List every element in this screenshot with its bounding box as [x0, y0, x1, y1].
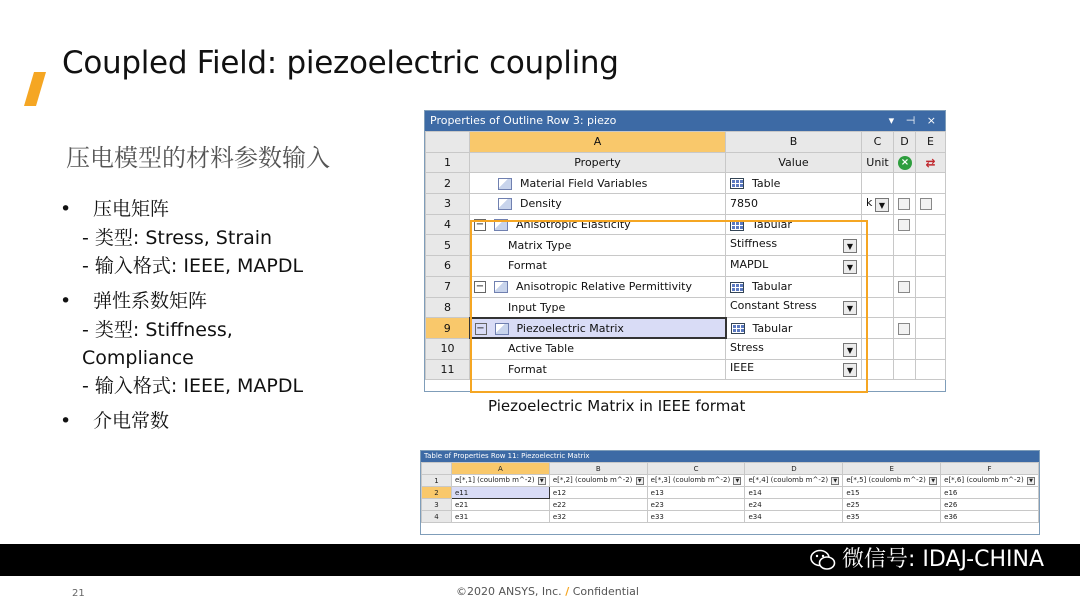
table-icon [731, 323, 745, 334]
table-row[interactable] [426, 214, 946, 235]
property-name: Active Table [470, 338, 726, 359]
col-letter[interactable]: C [647, 463, 745, 475]
watermark-text: 微信号: IDAJ-CHINA [841, 547, 1044, 572]
bullet-item: • 弹性系数矩阵 [60, 286, 360, 316]
row-number: 6 [426, 256, 470, 277]
col-letter-b[interactable]: B [726, 132, 862, 153]
chevron-down-icon[interactable]: ▼ [843, 343, 857, 357]
panel-title: Properties of Outline Row 3: piezo [430, 114, 617, 127]
table-row[interactable] [426, 173, 946, 194]
piezo-matrix-panel [420, 450, 1040, 535]
property-name: Anisotropic Elasticity [516, 218, 631, 232]
table-row[interactable] [422, 499, 1039, 511]
row-number: 10 [426, 338, 470, 359]
confidential-text: Confidential [572, 585, 639, 598]
col-letter[interactable]: B [549, 463, 647, 475]
row-number: 1 [426, 152, 470, 173]
matrix-cell[interactable]: e15 [843, 487, 941, 499]
table-row-selected[interactable] [426, 318, 946, 339]
chevron-down-icon[interactable]: ▼ [733, 477, 741, 485]
property-name: Matrix Type [470, 235, 726, 256]
chevron-down-icon[interactable]: ▼ [831, 477, 839, 485]
table-row[interactable] [426, 359, 946, 380]
chevron-down-icon[interactable]: ▼ [1027, 477, 1035, 485]
table-icon [730, 220, 744, 231]
page-number: 21 [72, 588, 85, 599]
col-letter[interactable]: A [452, 463, 550, 475]
checkbox[interactable] [898, 198, 910, 210]
piezo-matrix-table [421, 462, 1039, 523]
property-value: Tabular [752, 321, 793, 335]
table-row[interactable] [426, 276, 946, 297]
material-property-icon [495, 323, 509, 335]
col-letter-a[interactable]: A [470, 132, 726, 153]
row-number: 4 [422, 511, 452, 523]
bullet-item: • 压电矩阵 [60, 194, 360, 224]
checkbox[interactable] [898, 219, 910, 231]
slash-separator: / [565, 585, 570, 598]
accent-slash [24, 72, 46, 106]
row-number: 1 [422, 475, 452, 487]
matrix-cell[interactable]: e12 [549, 487, 647, 499]
matrix-cell[interactable]: e36 [941, 511, 1039, 523]
caption: Piezoelectric Matrix in IEEE format [488, 397, 746, 415]
row-number: 2 [426, 173, 470, 194]
col-letter-e[interactable]: E [916, 132, 946, 153]
matrix-cell[interactable]: e13 [647, 487, 745, 499]
properties-table [425, 131, 946, 380]
copyright [456, 585, 639, 598]
sub-bullet: - 输入格式: IEEE, MAPDL [82, 255, 304, 277]
sub-bullet-continuation: Compliance [82, 347, 194, 369]
property-name: Anisotropic Relative Permittivity [516, 280, 692, 294]
chevron-down-icon[interactable]: ▼ [929, 477, 937, 485]
table-row[interactable] [426, 338, 946, 359]
matrix-cell[interactable]: e34 [745, 511, 843, 523]
matrix-cell[interactable]: e16 [941, 487, 1039, 499]
column-letter-row [426, 132, 946, 153]
bullet-list [60, 194, 360, 436]
piezo-panel-title: Table of Properties Row 11: Piezoelectric Matrix [421, 451, 1039, 462]
matrix-cell[interactable]: e11 [452, 487, 550, 499]
collapse-icon[interactable]: − [475, 281, 485, 293]
row-number: 5 [426, 235, 470, 256]
property-name: Piezoelectric Matrix [516, 321, 624, 335]
header-row [426, 152, 946, 173]
material-property-icon [494, 281, 508, 293]
table-icon [730, 282, 744, 293]
row-number: 3 [422, 499, 452, 511]
table-row[interactable] [422, 511, 1039, 523]
column-header: e[*,4] (coulomb m^-2) [748, 476, 829, 484]
chevron-down-icon[interactable]: ▼ [843, 363, 857, 377]
slide-subtitle: 压电模型的材料参数输入 [66, 144, 330, 172]
property-value: Stiffness [730, 237, 778, 251]
property-value: Stress [730, 340, 764, 354]
matrix-cell[interactable]: e35 [843, 511, 941, 523]
property-name: Input Type [470, 297, 726, 318]
property-value: IEEE [730, 361, 755, 375]
table-row[interactable] [426, 256, 946, 277]
chevron-down-icon[interactable]: ▼ [843, 239, 857, 253]
collapse-icon[interactable]: − [475, 219, 485, 231]
property-name: Format [470, 359, 726, 380]
column-header: e[*,6] (coulomb m^-2) [944, 476, 1024, 484]
unit-value: k [866, 195, 873, 209]
matrix-cell[interactable]: e24 [745, 499, 843, 511]
matrix-cell[interactable]: e33 [647, 511, 745, 523]
table-row[interactable] [426, 235, 946, 256]
col-letter[interactable]: D [745, 463, 843, 475]
matrix-cell[interactable]: e31 [452, 511, 550, 523]
chevron-down-icon[interactable]: ▼ [636, 477, 644, 485]
chevron-down-icon[interactable]: ▼ [875, 198, 889, 212]
matrix-cell[interactable]: e21 [452, 499, 550, 511]
checkbox[interactable] [898, 323, 910, 335]
property-value: MAPDL [730, 257, 769, 271]
copyright-text: ©2020 ANSYS, Inc. [456, 585, 562, 598]
material-property-icon [494, 219, 508, 231]
property-name: Material Field Variables [520, 176, 648, 190]
matrix-cell[interactable]: e14 [745, 487, 843, 499]
density-value[interactable]: 7850 [726, 194, 862, 215]
col-letter[interactable]: E [843, 463, 941, 475]
row-number: 7 [426, 276, 470, 297]
column-header: e[*,3] (coulomb m^-2) [650, 476, 731, 484]
row-number: 8 [426, 297, 470, 318]
table-row[interactable] [426, 297, 946, 318]
row-number: 4 [426, 214, 470, 235]
material-property-icon [498, 198, 512, 210]
sub-bullet: - 类型: Stiffness, [82, 319, 233, 341]
header-value: Value [726, 152, 862, 173]
panel-window-controls[interactable]: ▾ ⊣ × [888, 114, 940, 127]
col-letter-c[interactable]: C [862, 132, 894, 153]
column-header: e[*,1] (coulomb m^-2) [455, 476, 535, 484]
properties-panel [424, 110, 946, 392]
column-letter-row [422, 463, 1039, 475]
row-number: 9 [426, 318, 470, 339]
parameter-link-icon[interactable]: ⇄ [925, 155, 936, 170]
matrix-cell[interactable]: e23 [647, 499, 745, 511]
property-name: Density [520, 197, 562, 211]
header-property: Property [470, 152, 726, 173]
collapse-icon[interactable]: − [476, 322, 485, 334]
row-number: 11 [426, 359, 470, 380]
matrix-cell[interactable]: e26 [941, 499, 1039, 511]
table-row[interactable] [422, 487, 1039, 499]
property-value: Tabular [752, 280, 792, 294]
column-header: e[*,5] (coulomb m^-2) [846, 476, 926, 484]
column-header: e[*,2] (coulomb m^-2) [552, 476, 633, 484]
material-property-icon [498, 178, 512, 190]
table-icon [730, 178, 744, 189]
chevron-down-icon[interactable]: ▼ [538, 477, 546, 485]
watermark [810, 544, 1044, 576]
checkbox[interactable] [920, 198, 932, 210]
bullet-item: • 介电常数 [60, 406, 360, 436]
table-row[interactable] [426, 194, 946, 215]
property-value: Tabular [752, 218, 792, 232]
sub-bullet: - 类型: Stress, Strain [82, 227, 273, 249]
row-number: 2 [422, 487, 452, 499]
col-letter[interactable]: F [941, 463, 1039, 475]
col-letter-d[interactable]: D [894, 132, 916, 153]
header-unit: Unit [862, 152, 894, 173]
matrix-cell[interactable]: e25 [843, 499, 941, 511]
matrix-cell[interactable]: e32 [549, 511, 647, 523]
panel-titlebar [425, 111, 945, 131]
property-value: Table [752, 176, 781, 190]
checkbox[interactable] [898, 281, 910, 293]
matrix-cell[interactable]: e22 [549, 499, 647, 511]
wechat-icon [810, 549, 836, 571]
row-number: 3 [426, 194, 470, 215]
property-value: Constant Stress [730, 299, 817, 313]
chevron-down-icon[interactable]: ▼ [843, 260, 857, 274]
slide-title: Coupled Field: piezoelectric coupling [62, 45, 619, 81]
chevron-down-icon[interactable]: ▼ [843, 301, 857, 315]
property-name: Format [470, 256, 726, 277]
sub-bullet: - 输入格式: IEEE, MAPDL [82, 375, 304, 397]
footer-band [0, 544, 1080, 576]
suppress-icon[interactable]: × [898, 156, 912, 170]
header-row [422, 475, 1039, 487]
